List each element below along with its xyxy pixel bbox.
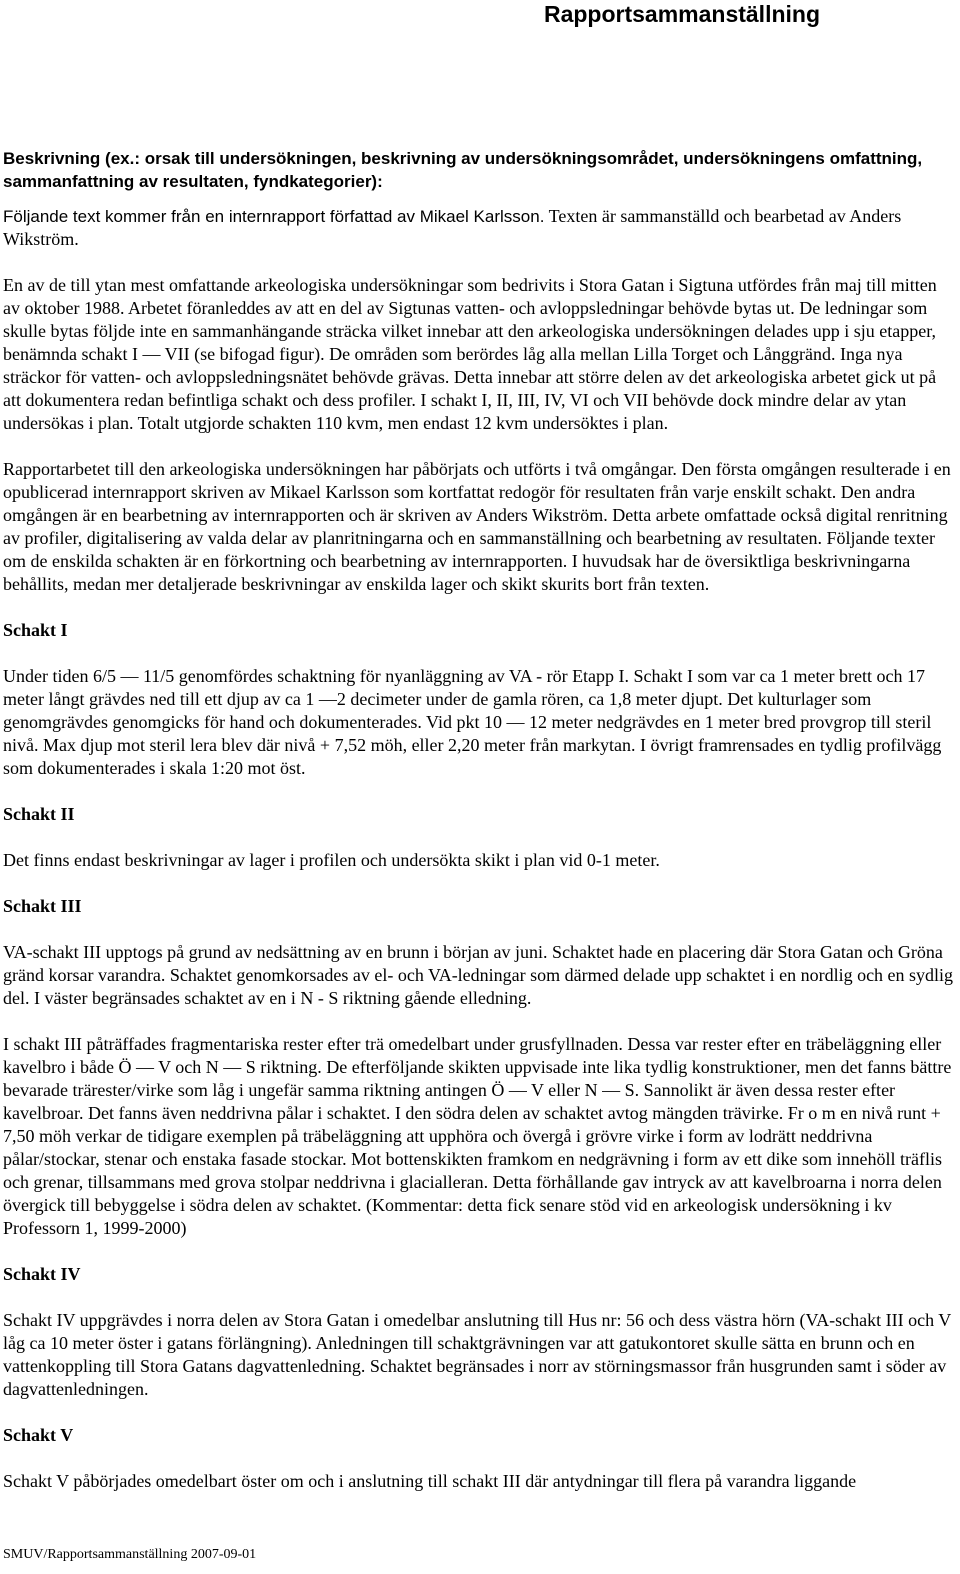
- section-paragraph: Det finns endast beskrivningar av lager i profilen och undersökta skikt i plan vid 0-1 meter.: [3, 850, 660, 870]
- section-schakt-ii: [3, 803, 955, 872]
- page-title: Rapportsammanställning: [543, 1, 820, 27]
- description-heading: Beskrivning (ex.: orsak till undersökningen, beskrivning av undersökningsområdet, undersökningens omfattning, sammanfattning av resultaten, fyndkategorier):: [3, 149, 923, 191]
- section-paragraph: Under tiden 6/5 — 11/5 genomfördes schaktning för nyanläggning av VA - rör Etapp I. Schakt I som var ca 1 meter brett och 17 meter långt grävdes ned till ett djup av ca 1 —2 decimeter under de gamla rören, ca 1,8 meter djupt. Det kulturlager som genomgrävdes genomgicks för hand och dokumenterades. Vid pkt 10 — 12 meter nedgrävdes en 1 meter bred provgrop till steril nivå. Max djup mot steril lera blev där nivå + 7,52 möh, eller 2,20 meter från markytan. I övrigt framrensades en tydlig profilvägg som dokumenterades i skala 1:20 mot öst.: [3, 666, 942, 778]
- body-paragraph: En av de till ytan mest omfattande arkeologiska undersökningar som bedrivits i Stora Gatan i Sigtuna utfördes från maj till mitten av oktober 1988. Arbetet föranleddes av att en del av Sigtunas vatten- och avloppsledningar behövde bytas ut. De ledningar som skulle bytas följde inte en sammanhängande sträcka vilket innebar att den arkeologiska undersökningen delades upp i sju etapper, benämnda schakt I — VII (se bifogad figur). De områden som berördes låg alla mellan Lilla Torget och Långgränd. Inga nya sträckor för vatten- och avloppsledningsnätet behövde grävas. Detta innebar att större delen av det arkeologiska arbetet gick ut på att dokumentera redan befintliga schakt och dess profiler. I schakt I, II, III, IV, VI och VII behövde dock mindre delar av ytan undersökas i plan. Totalt utgjorde schakten 110 kvm, men endast 12 kvm undersöktes i plan.: [3, 275, 937, 433]
- section-paragraph: I schakt III påträffades fragmentariska rester efter trä omedelbart under grusfyllnaden. Dessa var rester efter en träbeläggning eller kavelbro i både Ö — V och N — S riktning. De efterföljande skikten uppvisade inte lika tydlig konstruktioner, men det fanns bättre bevarade trärester/virke som låg i ungefär samma riktning antingen Ö — V eller N — S. Sannolikt är även dessa rester efter kavelbroar. Det fanns även neddrivna pålar i schaktet. I den södra delen av schaktet avtog mängden trävirke. Fr o m en nivå runt + 7,50 möh verkar de tidigare exemplen på träbeläggning att upphöra och övergå i grövre virke i form av lodrätt neddrivna pålar/stockar, stenar och enstaka fasade stockar. Mot bottenskikten framkom en nedgrävning i form av ett dike som innehöll träflis och grenar, tillsammans med grova stolpar neddrivna i glacialleran. Detta förhållande gav intryck av att kavelbroarna i norra delen övergick till bebyggelse i södra delen av schaktet. (Kommentar: detta fick senare stöd vid en arkeologisk undersökning i kv Professorn 1, 1999-2000): [3, 1034, 952, 1238]
- section-paragraph: VA-schakt III upptogs på grund av nedsättning av en brunn i början av juni. Schaktet hade en placering där Stora Gatan och Gröna gränd korsar varandra. Schaktet genomkorsades av el- och VA-ledningar som därmed delade upp schaktet i en nordlig och en sydlig del. I väster begränsades schaktet av en i N - S riktning gående elledning.: [3, 942, 954, 1008]
- section-schakt-iv: [3, 1263, 955, 1401]
- section-heading: Schakt I: [3, 620, 68, 640]
- page-footer: SMUV/Rapportsammanställning 2007-09-01: [3, 1547, 257, 1562]
- document-body: [3, 147, 955, 1516]
- section-schakt-iii: [3, 895, 955, 1240]
- section-schakt-v: [3, 1424, 955, 1493]
- section-heading: Schakt V: [3, 1425, 74, 1445]
- section-heading: Schakt II: [3, 804, 75, 824]
- section-paragraph: Schakt IV uppgrävdes i norra delen av Stora Gatan i omedelbar anslutning till Hus nr: 56 och dess västra hörn (VA-schakt III och V låg ca 10 meter öster i gatans förlängning). Anledningen till schaktgrävningen var att gatukontoret skulle sätta en brunn och en vattenkoppling till Stora Gatans dagvattenledning. Schaktet begränsades i norr av störningsmassor från husgrunden samt i söder av dagvattenledningen.: [3, 1310, 951, 1399]
- intro-editor-note: Texten är sammanställd och bearbetad av Anders Wikström.: [3, 206, 902, 249]
- intro-paragraph: [3, 205, 955, 251]
- intro-author-note: Följande text kommer från en internrapport författad av Mikael Karlsson.: [3, 207, 545, 226]
- section-schakt-i: [3, 619, 955, 780]
- body-paragraph: Rapportarbetet till den arkeologiska undersökningen har påbörjats och utförts i två omgångar. Den första omgången resulterade i en opublicerad internrapport skriven av Mikael Karlsson som kortfattat redogör för resultaten från varje enskilt schakt. Den andra omgången är en bearbetning av internrapporten och är skriven av Anders Wikström. Detta arbete omfattade också digital renritning av profiler, digitalisering av valda delar av planritningarna och en sammanställning och bearbetning av resultaten. Följande texter om de enskilda schakten är en förkortning och bearbetning av internrapporten. I huvudsak har de översiktliga beskrivningarna behållits, medan mer detaljerade beskrivningar av enskilda lager och skikt skurits bort från texten.: [3, 459, 951, 594]
- section-heading: Schakt III: [3, 896, 82, 916]
- section-paragraph: Schakt V påbörjades omedelbart öster om och i anslutning till schakt III där antydningar till flera på varandra liggande: [3, 1471, 857, 1491]
- section-heading: Schakt IV: [3, 1264, 81, 1284]
